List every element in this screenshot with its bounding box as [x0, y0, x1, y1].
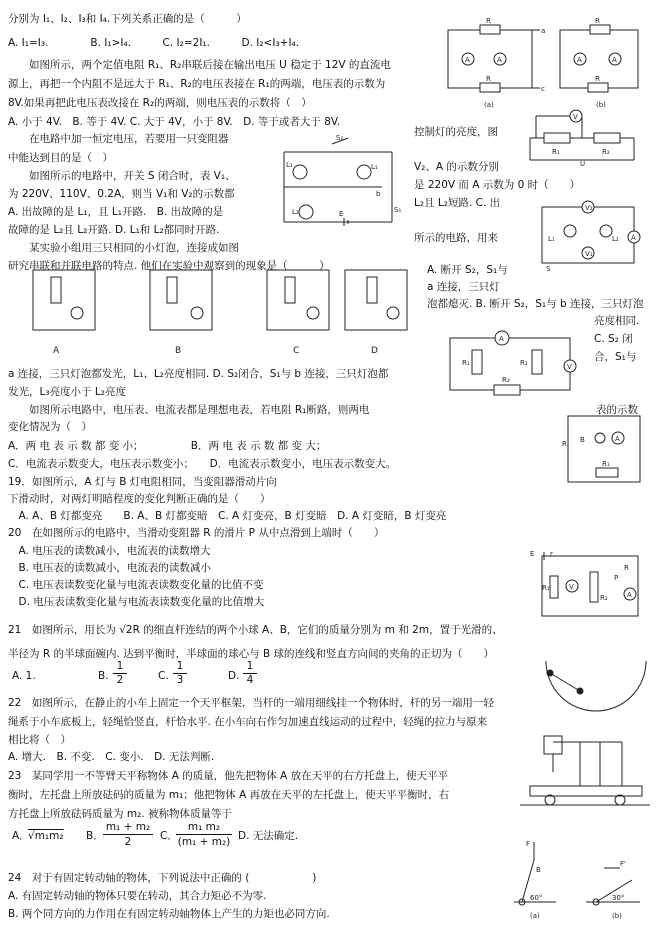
text-line: 所示的电路，用来	[414, 232, 498, 244]
figure-label-b: (b)	[596, 101, 606, 109]
svg-text:V: V	[569, 583, 574, 591]
svg-text:A: A	[627, 591, 632, 599]
svg-text:S₂: S₂	[336, 134, 344, 142]
option-label-c: C	[293, 346, 300, 356]
svg-text:R₁: R₁	[542, 584, 550, 592]
text-line: 合，S₁与	[594, 351, 637, 363]
text-line: L₂且 L₂短路. C. 出	[414, 197, 501, 209]
text-line: 泡都熄灭. B. 断开 S₂，S₁与 b 连接，三只灯泡	[427, 298, 644, 310]
text-line: 如图所示电路中，电压表、电流表都是理想电表，若电阻 R₁断路，则两电	[8, 404, 370, 416]
text-line: 发光，L₃亮度小于 L₂亮度	[8, 386, 126, 398]
text-line: A. 增大. B. 不变. C. 变小. D. 无法判断.	[8, 751, 215, 763]
text-line: 中能达到目的是（ ）	[8, 152, 113, 164]
circuit-figure-ab	[440, 18, 645, 110]
svg-text:R: R	[624, 564, 629, 572]
svg-text:A: A	[612, 56, 617, 64]
text-line: 半径为 R 的半球面碗内. 达到平衡时，半球面的球心与 B 球的连线和竖直方向间的夹角的正切为（ ）	[8, 648, 495, 660]
q23-choice-a: A．	[12, 830, 30, 842]
text-line: 21 如图所示，用长为 √2R 的细直杆连结的两个小球 A、B，它们的质量分别为 m 和 2m，置于光滑的、	[8, 624, 503, 636]
text-line: 是 220V 而 A 示数为 0 时（ ）	[414, 179, 581, 191]
text-line: 23 某同学用一不等臂天平称物体 A 的质量，他先把物体 A 放在天平的右方托盘上，使天平平	[8, 770, 449, 782]
text-line: 下滑动时，对两灯明暗程度的变化判断正确的是（ ）	[8, 493, 271, 505]
text-line: 19．如图所示，A 灯与 B 灯电阻相同，当变阻器滑动片向	[8, 476, 277, 488]
q23-formula-a: √m₁m₂	[28, 830, 64, 842]
svg-text:R₁: R₁	[602, 460, 610, 468]
text-line: C. S₂ 闭	[594, 333, 633, 345]
text-line: 某实验小组用三只相同的小灯泡，连接成如图	[8, 242, 239, 254]
svg-text:S₁: S₁	[394, 206, 402, 214]
svg-text:R: R	[595, 75, 600, 83]
option-label-a: A	[53, 346, 60, 356]
svg-text:V: V	[567, 363, 572, 371]
svg-text:R₃: R₃	[502, 376, 510, 384]
lamp-switch-circuit-figure	[272, 132, 412, 230]
force-label-f-prime: F'	[620, 860, 626, 868]
figure-label-a: (a)	[484, 101, 494, 109]
svg-text:c: c	[541, 85, 545, 93]
text-line: 故障的是 L₂且 L₂开路. D. L₁和 L₂都同时开路.	[8, 224, 220, 236]
svg-text:U: U	[580, 160, 586, 168]
svg-text:L₁: L₁	[548, 235, 555, 243]
text-line: 变化情况为（ ）	[8, 421, 92, 433]
svg-text:R₁: R₁	[552, 148, 560, 156]
text-line: 为 220V、110V、0.2A，则当 V₁和 V₂的示数都	[8, 188, 235, 200]
q21-choice-a: A. 1.	[12, 670, 36, 682]
text-line: A. 电压表的读数减小，电流表的读数增大	[8, 545, 211, 557]
svg-text:A: A	[499, 335, 504, 343]
text-line: A．两 电 表 示 数 都 变 小； B．两 电 表 示 数 都 变 大；	[8, 440, 327, 452]
cart-balance-figure	[520, 728, 650, 810]
text-line: V₂、A 的示数分别	[414, 161, 499, 173]
svg-text:P: P	[614, 574, 619, 582]
ab-lamp-rheostat-figure	[560, 408, 650, 490]
svg-text:V₁: V₁	[585, 250, 593, 258]
text-line: A. I₁=I₃. B. I₁>I₄. C. I₂=2I₁. D. I₂<I₃+I₄.	[8, 37, 300, 49]
svg-text:B: B	[536, 866, 541, 874]
option-label-d: D	[371, 346, 378, 356]
text-line: 20 在如图所示的电路中，当滑动变阻器 R 的滑片 P 从中点滑到上端时（ ）	[8, 527, 385, 539]
q23-fraction-b: m₁ + m₂ 2	[103, 820, 153, 849]
text-line: C．电流表示数变大，电压表示数变小； D．电流表示数变小，电压表示数变大。	[8, 458, 397, 470]
svg-text:L₁: L₁	[371, 163, 378, 171]
text-line: A. A、B 灯都变亮 B. A、B 灯都变暗 C. A 灯变亮，B 灯变暗 D. A 灯变暗，B 灯变亮	[8, 510, 447, 522]
svg-text:R: R	[595, 18, 600, 25]
text-line: 如图所示的电路中，开关 S 闭合时，表 V₁、	[8, 170, 236, 182]
angle-label-30: 30°	[612, 894, 625, 902]
text-line: A. 小于 4V. B. 等于 4V. C. 大于 4V，小于 8V. D. 等于或者大于 8V.	[8, 116, 341, 128]
rheostat-options-figure	[15, 265, 415, 360]
svg-text:R: R	[486, 18, 491, 25]
svg-text:B: B	[580, 436, 585, 444]
text-line: 衡时，左托盘上所放砝码的质量为 m₁；他把物体 A 再放在天平的左托盘上，使天平平衡时，右	[8, 789, 450, 801]
svg-text:A: A	[631, 234, 636, 242]
svg-text:R: R	[562, 440, 567, 448]
text-line: a 连接，三只灯	[427, 281, 500, 293]
svg-text:a: a	[541, 27, 546, 35]
text-line: 8V.如果再把此电压表改接在 R₂的两端，则电压表的示数将（ ）	[8, 97, 312, 109]
q23-fraction-c: m₁ m₂ (m₁ + m₂)	[177, 821, 231, 848]
text-line: B. 两个同方向的力作用在有固定转动轴物体上产生的力矩也必同方向.	[8, 908, 330, 920]
text-line: C. 电压表读数变化量与电流表读数变化量的比值不变	[8, 579, 264, 591]
text-line: 控制灯的亮度，图	[414, 126, 498, 138]
text-line: 亮度相同.	[594, 315, 640, 327]
text-line: 相比将（ ）	[8, 734, 71, 746]
text-line: A. 断开 S₂，S₁与	[427, 264, 508, 276]
hemisphere-bowl-figure	[542, 655, 650, 725]
text-line: A. 出故障的是 L₁，且 L₁开路. B. 出故障的是	[8, 206, 224, 218]
svg-text:A: A	[615, 435, 620, 443]
text-line: 分别为 I₁、I₂、I₃和 I₄.下列关系正确的是（ ）	[8, 13, 247, 25]
q21-fraction-d: 1 4	[243, 660, 257, 687]
svg-text:L₂: L₂	[292, 208, 299, 216]
svg-text:R₁: R₁	[462, 359, 470, 367]
text-line: 绳系于小车底板上，轻绳恰竖直，杆恰水平. 在小车向右作匀加速直线运动的过程中，轻绳的拉力与原来	[8, 716, 488, 728]
svg-text:V₂: V₂	[585, 204, 593, 212]
q23-choice-b: B．	[86, 830, 104, 842]
angle-label-60: 60°	[530, 894, 543, 902]
text-line: B. 电压表的读数减小，电流表的读数减小	[8, 562, 211, 574]
force-angle-figure	[500, 838, 650, 924]
q21-choice-d: D.	[228, 670, 240, 682]
svg-text:R: R	[486, 75, 491, 83]
text-line: 22 如图所示，在静止的小车上固定一个天平框架，当杆的一端用细线挂一个物体时，杆的另一端用一轻	[8, 697, 494, 709]
svg-text:R₂: R₂	[602, 148, 610, 156]
svg-text:r: r	[550, 550, 553, 558]
text-line: 表的示数	[596, 404, 638, 416]
svg-text:S: S	[546, 265, 551, 273]
q23-choice-d: D. 无法确定.	[238, 830, 299, 842]
text-line: 如图所示，两个定值电阻 R₁、R₂串联后接在输出电压 U 稳定于 12V 的直流电	[8, 59, 391, 71]
figure-label-a: (a)	[530, 912, 540, 920]
three-resistor-circuit-figure	[432, 330, 582, 402]
q21-choice-b: B.	[98, 670, 109, 682]
text-line: a 连接，三只灯泡都发光，L₁、L₂亮度相同. D. S₂闭合，S₁与 b 连接，三只灯泡都	[8, 368, 389, 380]
force-label-f: F	[526, 840, 531, 848]
svg-text:A: A	[465, 56, 470, 64]
svg-text:R₂: R₂	[520, 359, 528, 367]
svg-text:E: E	[530, 550, 535, 558]
q21-fraction-c: 1 3	[173, 660, 187, 687]
text-line: 源上，再把一个内阻不是远大于 R₁、R₂的电压表接在 R₁的两端，电压表的示数为	[8, 78, 386, 90]
svg-text:A: A	[497, 56, 502, 64]
figure-label-b: (b)	[612, 912, 622, 920]
option-label-b: B	[175, 346, 182, 356]
svg-text:A: A	[577, 56, 582, 64]
svg-text:R₂: R₂	[600, 594, 608, 602]
text-line: A. 有固定转动轴的物体只要在转动，其合力矩必不为零.	[8, 890, 267, 902]
text-line: 方托盘上所放砝码质量为 m₂. 被称物体质量等于	[8, 808, 232, 820]
svg-text:E: E	[339, 210, 344, 218]
svg-text:L₂: L₂	[612, 235, 619, 243]
voltmeter-circuit-figure	[522, 108, 642, 170]
text-line: 研究串联和并联电路的特点. 他们在实验中观察到的现象是（ ）	[8, 260, 330, 272]
q20-circuit-figure	[530, 548, 652, 620]
q21-fraction-b: 1 2	[113, 660, 127, 687]
text-line: 在电路中加一恒定电压，若要用一只变阻器	[8, 133, 229, 145]
svg-text:V: V	[573, 113, 578, 121]
text-line: D. 电压表读数变化量与电流表读数变化量的比值增大	[8, 596, 265, 608]
svg-text:L₁: L₁	[286, 161, 293, 169]
q21-choice-c: C.	[158, 670, 169, 682]
v1-v2-lamp-circuit-figure	[530, 195, 648, 273]
text-line: 24 对于有固定转动轴的物体，下列说法中正确的 ( )	[8, 872, 317, 884]
q23-choice-c: C．	[160, 830, 178, 842]
svg-text:b: b	[376, 190, 381, 198]
